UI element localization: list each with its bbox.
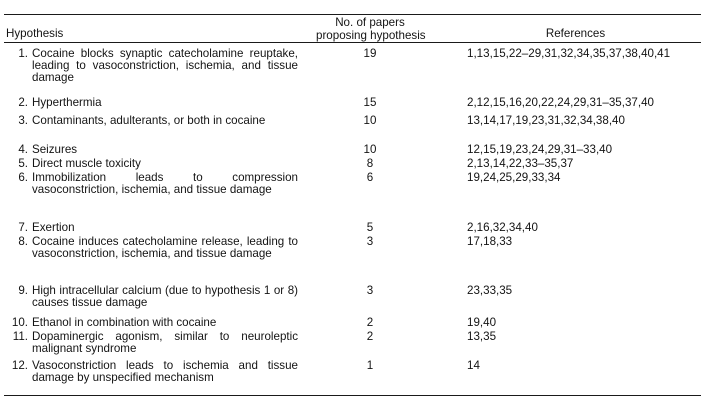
header-hypothesis: Hypothesis bbox=[6, 27, 64, 40]
header-references: References bbox=[545, 27, 606, 40]
header-paper-count-line2: proposing hypothesis bbox=[316, 29, 426, 42]
row-number: 7. bbox=[18, 221, 28, 234]
row-number: 4. bbox=[18, 143, 28, 156]
table-top-rule bbox=[4, 14, 701, 15]
row-number: 8. bbox=[18, 235, 28, 248]
row-references: 2,16,32,34,40 bbox=[467, 221, 538, 234]
row-references: 1,13,15,22–29,31,32,34,35,37,38,40,41 bbox=[467, 47, 671, 60]
row-references: 17,18,33 bbox=[467, 235, 513, 248]
row-references: 19,24,25,29,33,34 bbox=[467, 171, 561, 184]
row-number: 1. bbox=[18, 47, 28, 60]
row-paper-count: 2 bbox=[366, 316, 374, 329]
row-number: 11. bbox=[12, 330, 28, 343]
row-hypothesis: Seizures bbox=[32, 143, 78, 156]
row-paper-count: 19 bbox=[363, 47, 377, 60]
row-paper-count: 3 bbox=[366, 284, 374, 297]
row-paper-count: 1 bbox=[366, 359, 374, 372]
header-paper-count-line1: No. of papers bbox=[335, 16, 405, 29]
row-number: 5. bbox=[18, 157, 28, 170]
row-hypothesis: Dopaminergic agonism, similar to neuroleptic malignant syndrome bbox=[32, 330, 298, 356]
row-hypothesis: Cocaine induces catecholamine release, leading to vasoconstriction, ischemia, and tissue damage bbox=[32, 235, 298, 261]
row-paper-count: 10 bbox=[363, 143, 377, 156]
row-number: 6. bbox=[18, 171, 28, 184]
row-paper-count: 5 bbox=[366, 221, 374, 234]
row-hypothesis: Contaminants, adulterants, or both in cocaine bbox=[32, 114, 266, 127]
row-references: 14 bbox=[467, 359, 480, 372]
row-references: 12,15,19,23,24,29,31–33,40 bbox=[467, 143, 613, 156]
row-hypothesis: Immobilization leads to compression vasoconstriction, ischemia, and tissue damage bbox=[32, 171, 298, 197]
row-references: 2,12,15,16,20,22,24,29,31–35,37,40 bbox=[467, 96, 654, 109]
row-number: 9. bbox=[18, 284, 28, 297]
row-paper-count: 8 bbox=[366, 157, 374, 170]
row-paper-count: 10 bbox=[363, 114, 377, 127]
row-hypothesis: Exertion bbox=[32, 221, 75, 234]
table-bottom-rule bbox=[4, 395, 701, 396]
row-paper-count: 6 bbox=[366, 171, 374, 184]
row-paper-count: 15 bbox=[363, 96, 377, 109]
row-hypothesis: High intracellular calcium (due to hypothesis 1 or 8) causes tissue damage bbox=[32, 284, 298, 310]
row-hypothesis: Hyperthermia bbox=[32, 96, 102, 109]
row-hypothesis: Cocaine blocks synaptic catecholamine reuptake, leading to vasoconstriction, ischemia, and tissue damage bbox=[32, 47, 298, 85]
row-references: 19,40 bbox=[467, 316, 497, 329]
row-hypothesis: Vasoconstriction leads to ischemia and tissue damage by unspecified mechanism bbox=[32, 359, 298, 385]
row-references: 23,33,35 bbox=[467, 284, 513, 297]
table-header-rule bbox=[4, 42, 701, 43]
row-number: 12. bbox=[11, 359, 28, 372]
header-paper-count bbox=[316, 16, 424, 42]
row-number: 3. bbox=[18, 114, 28, 127]
row-number: 2. bbox=[18, 96, 28, 109]
row-paper-count: 2 bbox=[366, 330, 374, 343]
row-hypothesis: Direct muscle toxicity bbox=[32, 157, 141, 170]
row-references: 2,13,14,22,33–35,37 bbox=[467, 157, 574, 170]
row-references: 13,35 bbox=[467, 330, 497, 343]
row-hypothesis: Ethanol in combination with cocaine bbox=[32, 316, 217, 329]
row-paper-count: 3 bbox=[366, 235, 374, 248]
row-number: 10. bbox=[11, 316, 28, 329]
row-references: 13,14,17,19,23,31,32,34,38,40 bbox=[467, 114, 625, 127]
